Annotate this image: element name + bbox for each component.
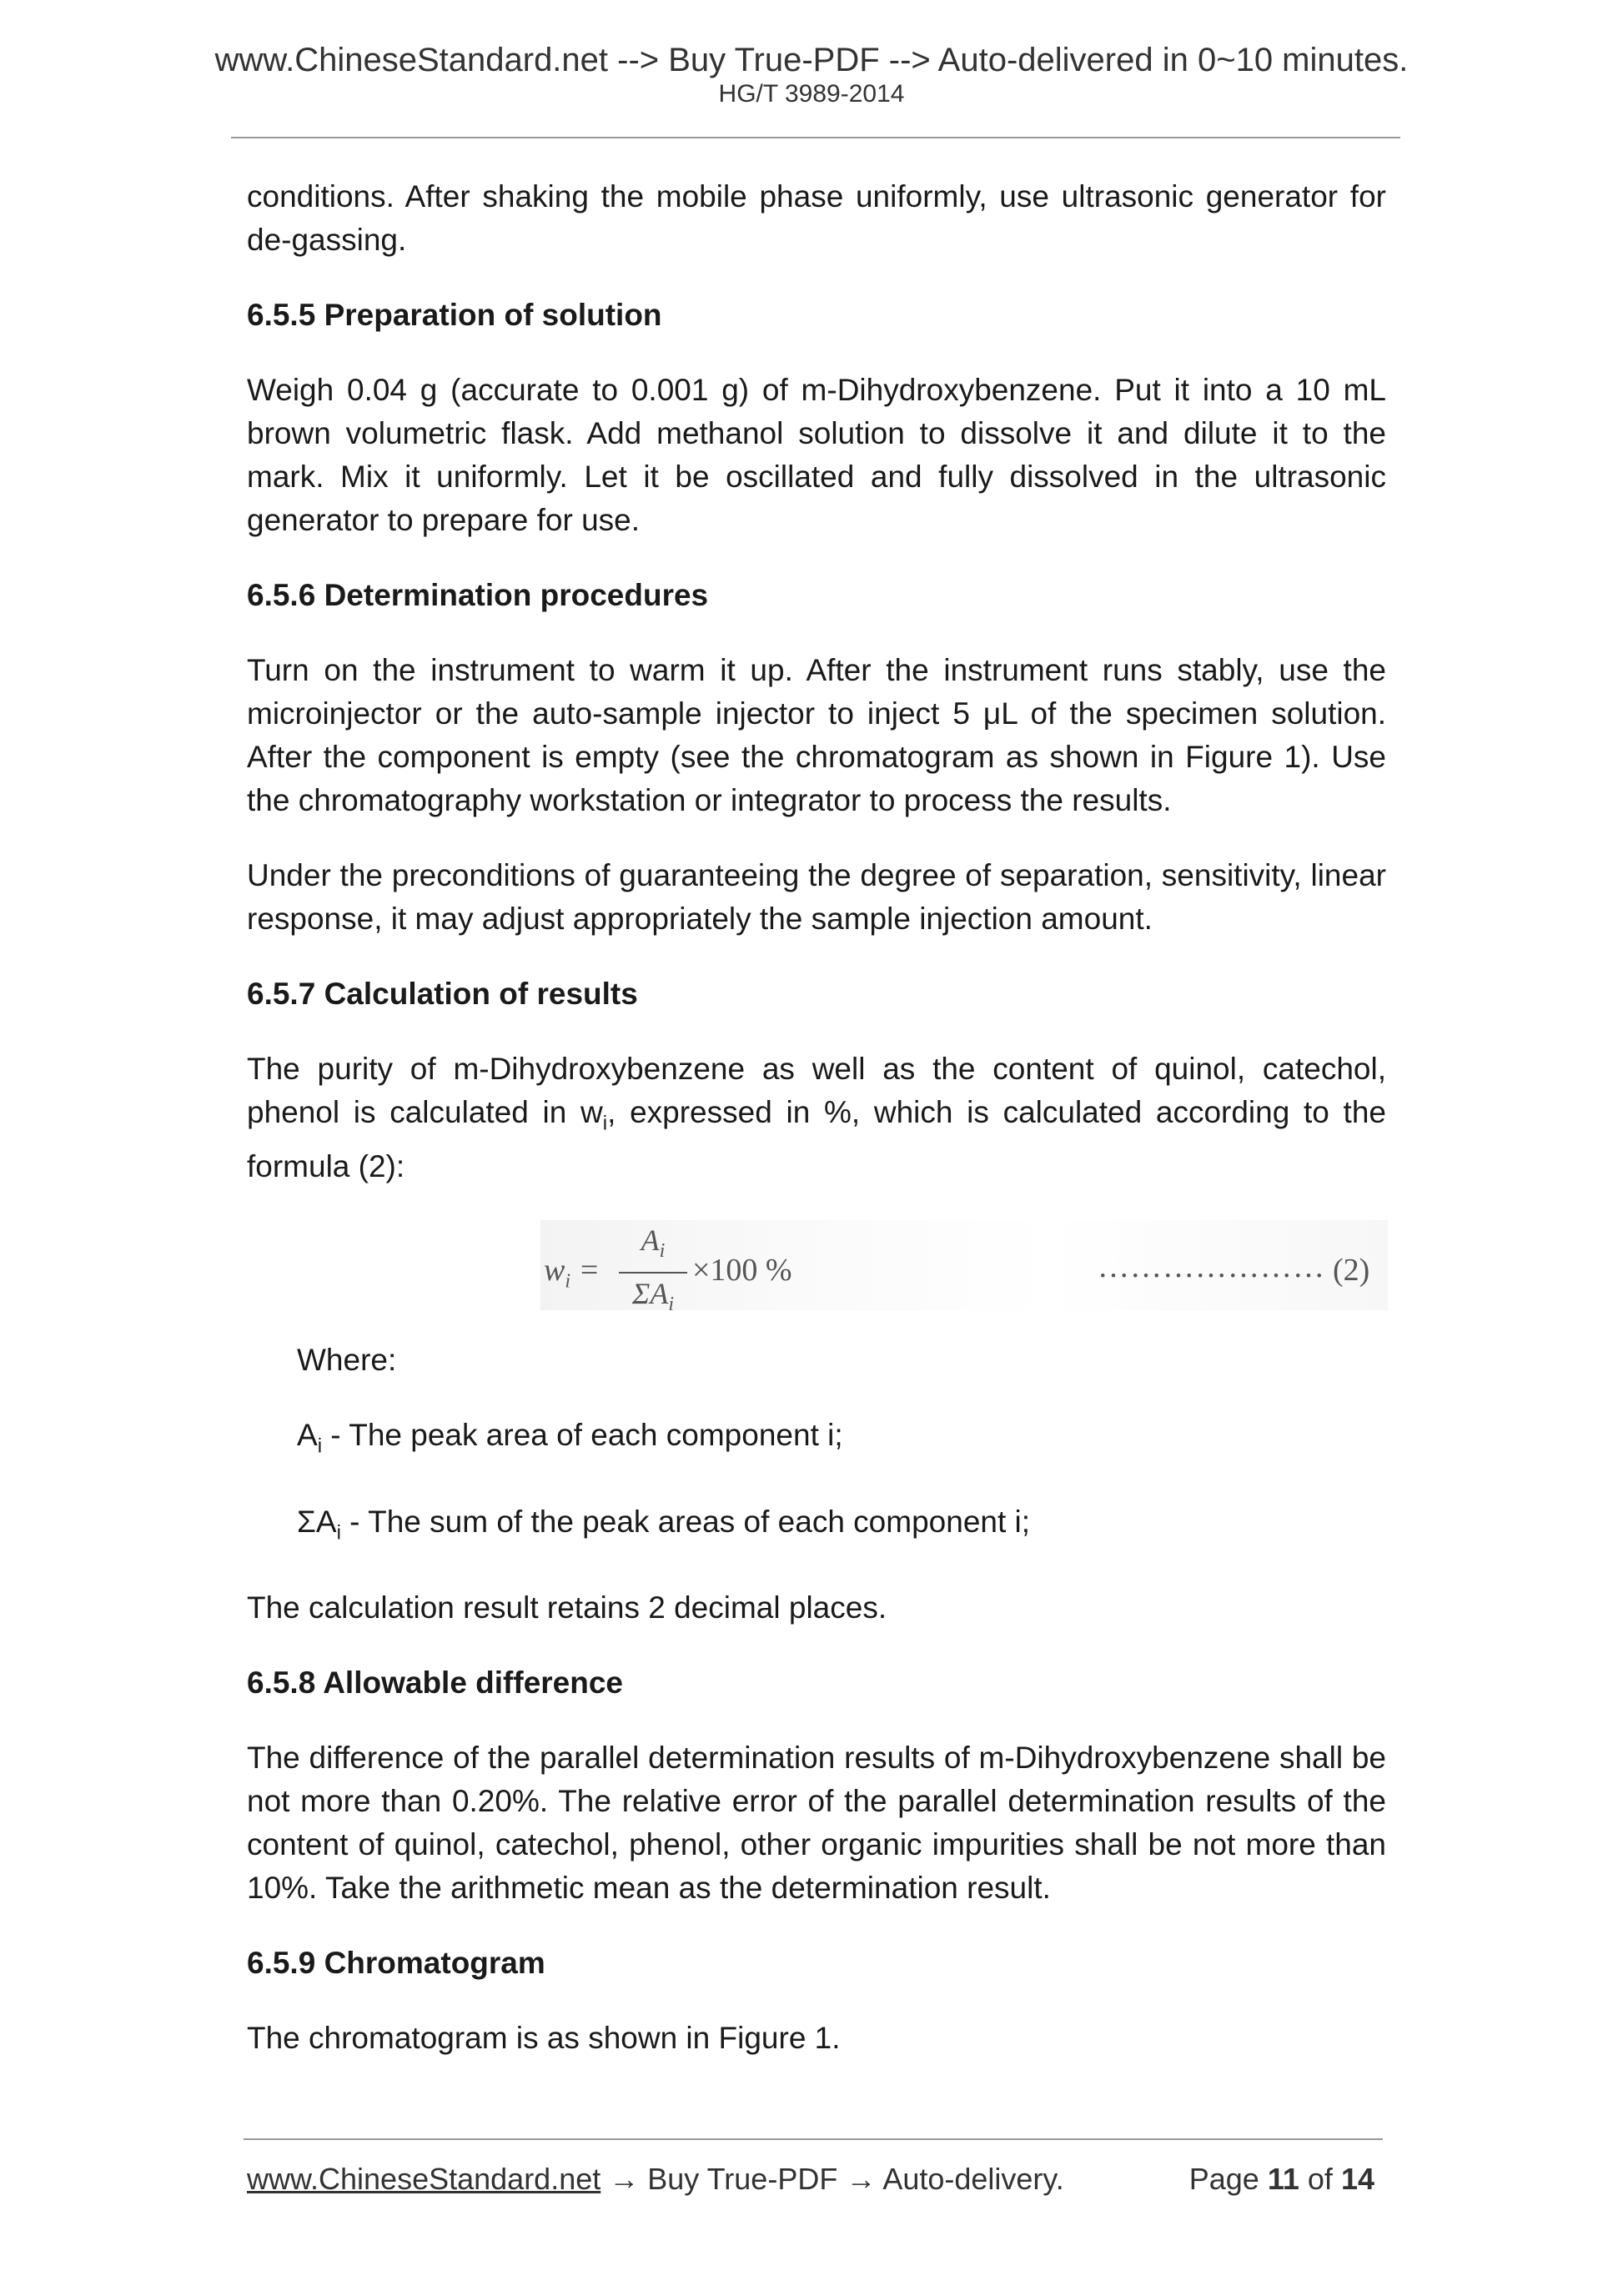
formula-numerator: $A_i$ <box>641 1223 666 1263</box>
formula-lhs: $w_i$ = <box>544 1253 600 1293</box>
paragraph-preconditions: Under the preconditions of guaranteeing the degree of separation, sensitivity, linear response, it may adjust appropriately the sample injection amount. <box>247 858 1386 936</box>
paragraph-chromatogram: The chromatogram is as shown in Figure 1. <box>247 2021 841 2056</box>
definition-ai: $A_i$ - The peak area of each component i; <box>297 1418 843 1458</box>
formula-fraction <box>619 1220 687 1324</box>
paragraph-allowable-difference: The difference of the parallel determination results of m-Dihydroxybenzene shall be not more than 0.20%. The relative error of the parallel determination results of the content of quinol, catechol, phenol, other organic impurities shall be not more than 10%. Take the arithmetic mean as the determination result. <box>247 1741 1386 1906</box>
definition-sum-ai: $\Sigma A_i$ - The sum of the peak areas of each component i; <box>297 1504 1031 1545</box>
document-body <box>247 175 1386 2092</box>
paragraph-calculation <box>247 1048 1386 1188</box>
where-label: Where: <box>297 1343 397 1378</box>
calc-text-pre: The purity of m-Dihydroxybenzene as well as the content of quinol, catechol, phenol is calculated in w <box>247 1052 1386 1129</box>
heading-6-5-9: 6.5.9 Chromatogram <box>247 1946 545 1981</box>
header-banner: www.ChineseStandard.net --> Buy True-PDF --> Auto-delivered in 0~10 minutes. <box>214 42 1409 78</box>
formula-2 <box>247 1220 1386 1315</box>
total-pages: 14 <box>1340 2162 1374 2196</box>
paragraph-continuation: conditions. After shaking the mobile phase uniformly, use ultrasonic generator for de-gassing. <box>247 179 1386 257</box>
current-page: 11 <box>1267 2162 1299 2196</box>
footer-divider <box>244 2138 1383 2140</box>
heading-6-5-8: 6.5.8 Allowable difference <box>247 1665 624 1701</box>
heading-6-5-5: 6.5.5 Preparation of solution <box>247 298 662 332</box>
calc-subscript: i <box>602 1112 608 1135</box>
formula-multiplier: ×100 % <box>692 1253 792 1289</box>
heading-6-5-7: 6.5.7 Calculation of results <box>247 977 638 1011</box>
footer-tagline: → Buy True-PDF → Auto-delivery. <box>600 2162 1064 2196</box>
paragraph-decimal-places: The calculation result retains 2 decimal places. <box>247 1590 887 1625</box>
paragraph-preparation: Weigh 0.04 g (accurate to 0.001 g) of m-Dihydroxybenzene. Put it into a 10 mL brown volumetric flask. Add methanol solution to dissolve it and dilute it to the mark. Mix it uniformly. Let it be oscillated and fully dissolved in the ultrasonic generator to prepare for use. <box>247 373 1386 537</box>
page-footer <box>247 2162 1386 2197</box>
calc-text-post: , expressed in %, which is calculated according to the formula (2): <box>247 1095 1386 1184</box>
formula-denominator: $\Sigma A_i$ <box>631 1276 675 1315</box>
header-divider <box>231 137 1400 138</box>
footer-website-link[interactable]: www.ChineseStandard.net <box>247 2162 601 2196</box>
standard-code: HG/T 3989-2014 <box>718 80 905 108</box>
heading-6-5-6: 6.5.6 Determination procedures <box>247 578 709 612</box>
page-indicator: Page 11 of 14 <box>1188 2162 1374 2196</box>
formula-number: (2) <box>1333 1253 1370 1289</box>
paragraph-determination: Turn on the instrument to warm it up. After the instrument runs stably, use the microinjector or the auto-sample injector to inject 5 μL of the specimen solution. After the component is empty (see the chromatogram as shown in Figure 1). Use the chromatography workstation or integrator to process the results. <box>247 653 1386 817</box>
formula-leader-dots: ………………… <box>1098 1249 1325 1285</box>
